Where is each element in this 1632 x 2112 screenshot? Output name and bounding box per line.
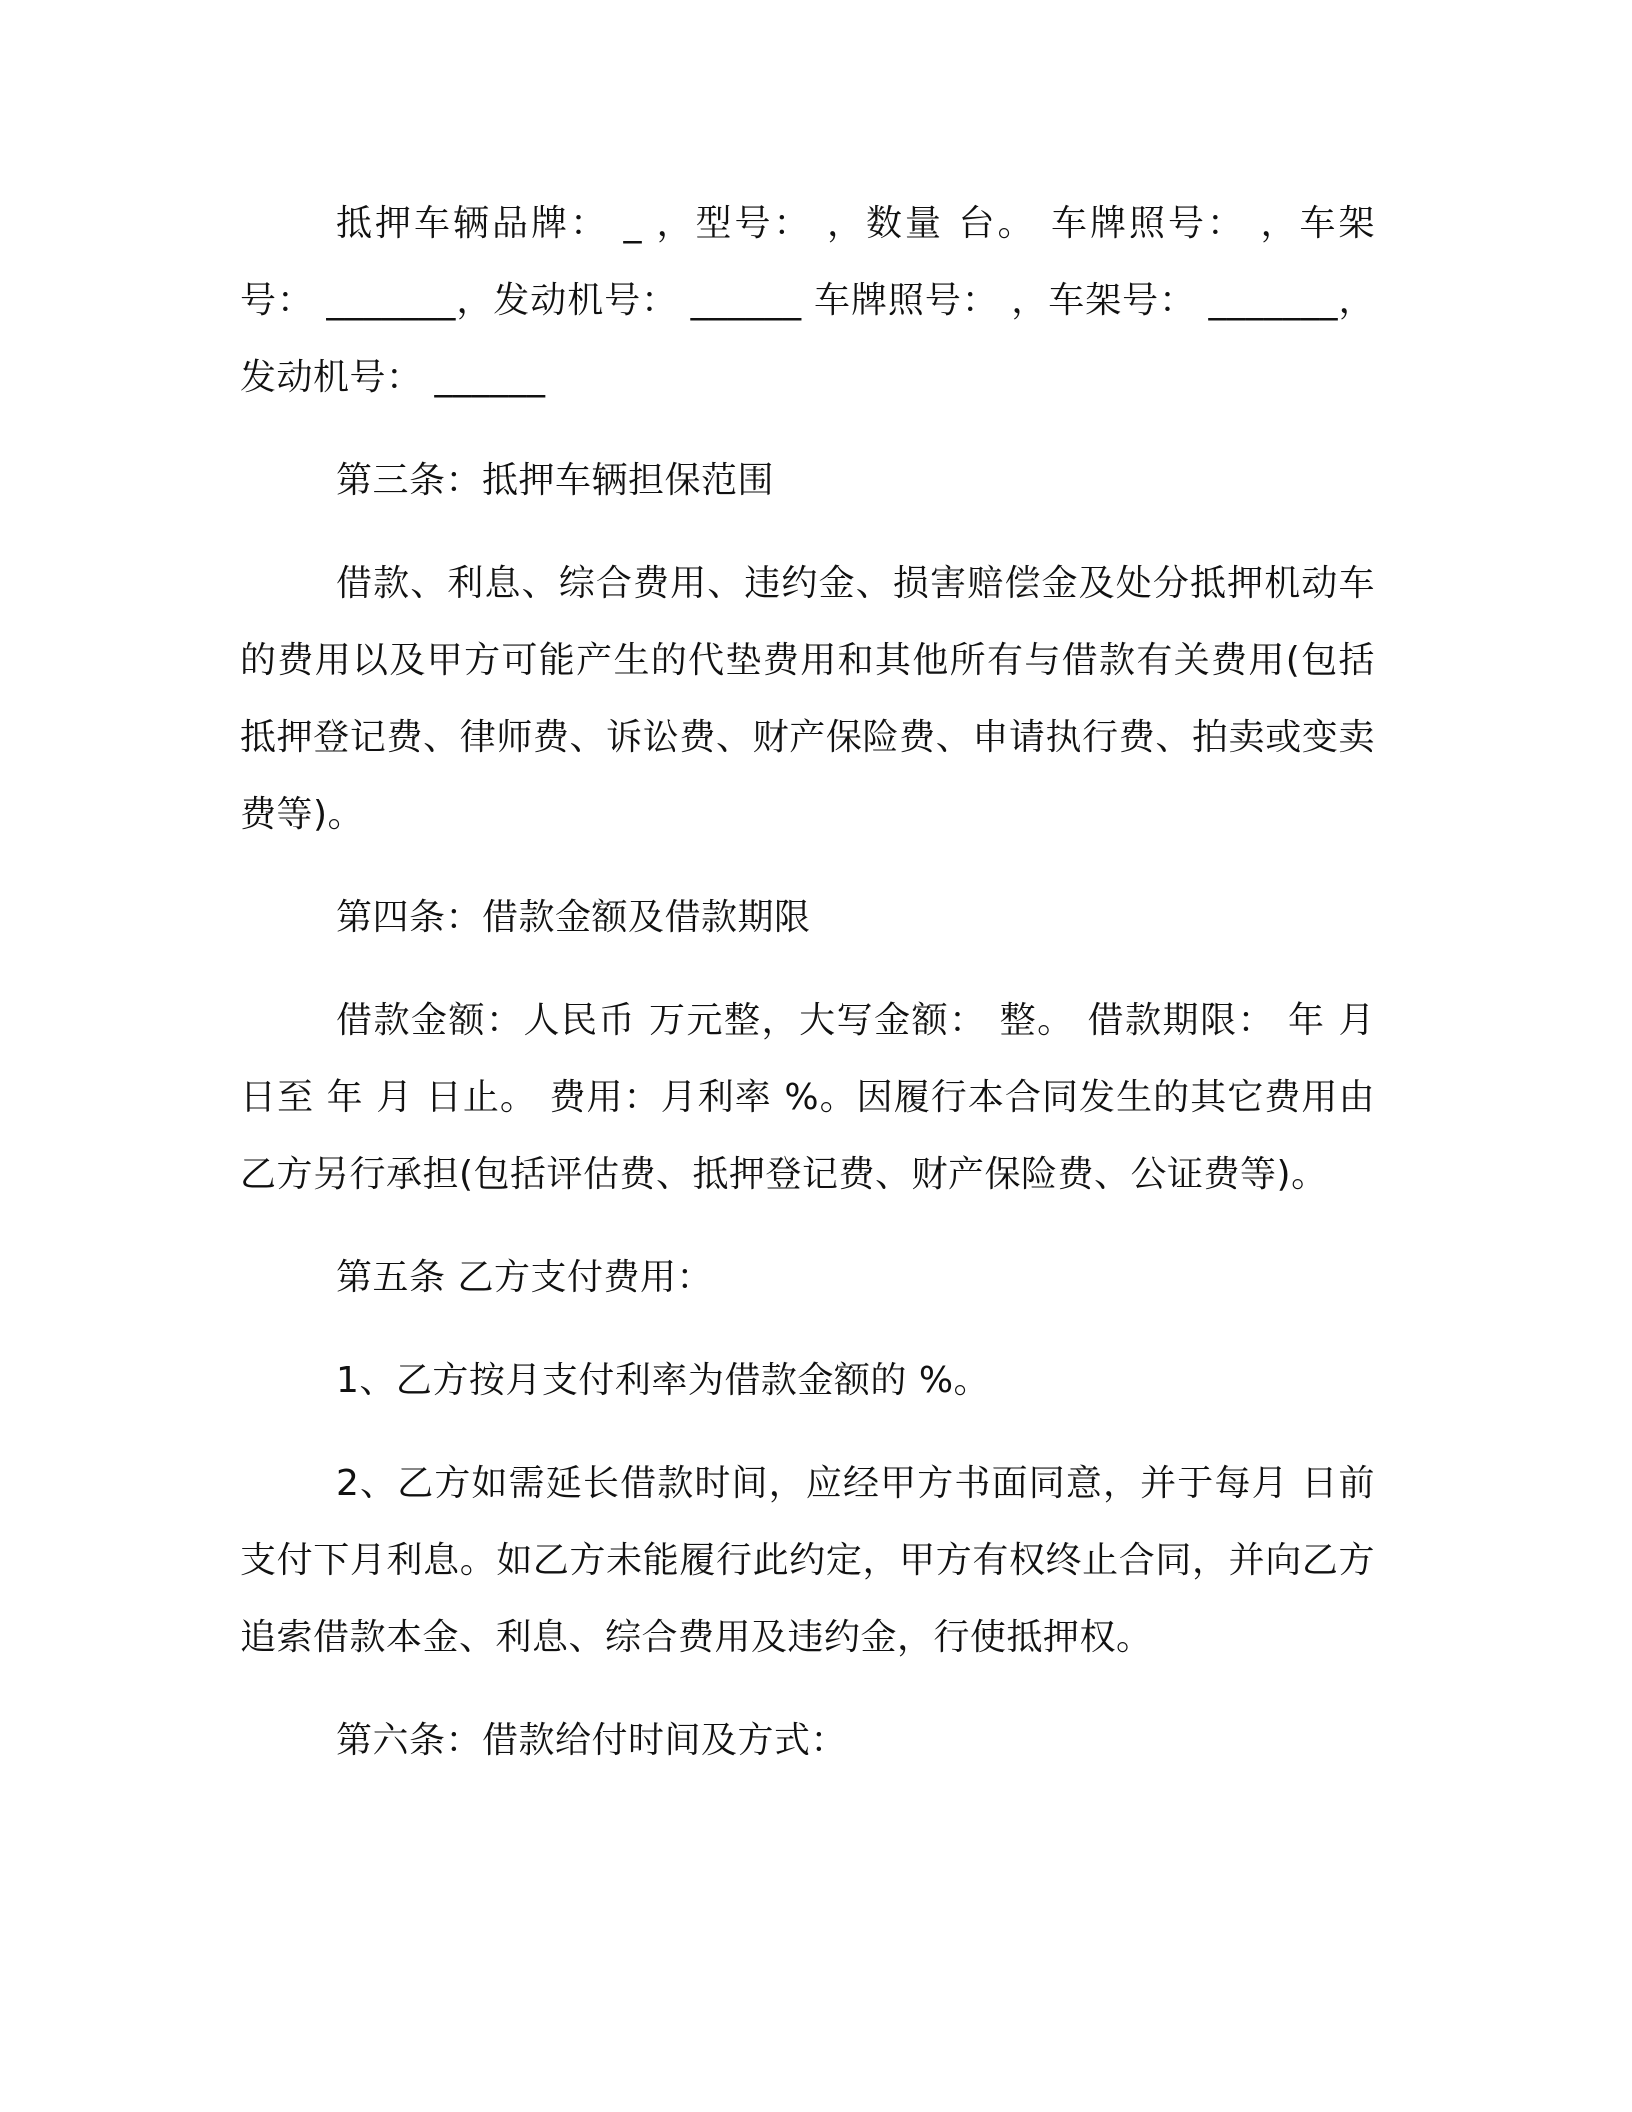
- payment-clause-1: 1、乙方按月支付利率为借款金额的 %。: [336, 1360, 991, 1401]
- article-5-heading: 第五条 乙方支付费用：: [336, 1257, 713, 1298]
- article-4-heading: 第四条：借款金额及借款期限: [336, 897, 811, 938]
- guarantee-scope-paragraph: 借款、利息、综合费用、违约金、损害赔偿金及处分抵押机动车的费用以及甲方可能产生的代垫费用和其他所有与借款有关费用(包括抵押登记费、律师费、诉讼费、财产保险费、申请执行费、拍卖或变卖费等)。: [240, 563, 1375, 835]
- article-6-heading: 第六条：借款给付时间及方式：: [336, 1720, 848, 1761]
- payment-clause-2: 2、乙方如需延长借款时间，应经甲方书面同意，并于每月 日前支付下月利息。如乙方未能履行此约定，甲方有权终止合同，并向乙方追索借款本金、利息、综合费用及违约金，行使抵押权。: [240, 1463, 1375, 1658]
- article-3-heading: 第三条：抵押车辆担保范围: [336, 460, 775, 501]
- vehicle-info-paragraph: 抵押车辆品牌： _ ，型号： ，数量 台。 车牌照号： ，车架号： _______，发动机号： ______ 车牌照号： ，车架号： _______，发动机号： ______: [240, 203, 1375, 398]
- loan-amount-term-paragraph: 借款金额：人民币 万元整，大写金额： 整。 借款期限： 年 月 日至 年 月 日止。 费用：月利率 %。因履行本合同发生的其它费用由乙方另行承担(包括评估费、抵押登记费、财产保险费、公证费等)。: [240, 1000, 1375, 1195]
- document-body: [240, 185, 1375, 1805]
